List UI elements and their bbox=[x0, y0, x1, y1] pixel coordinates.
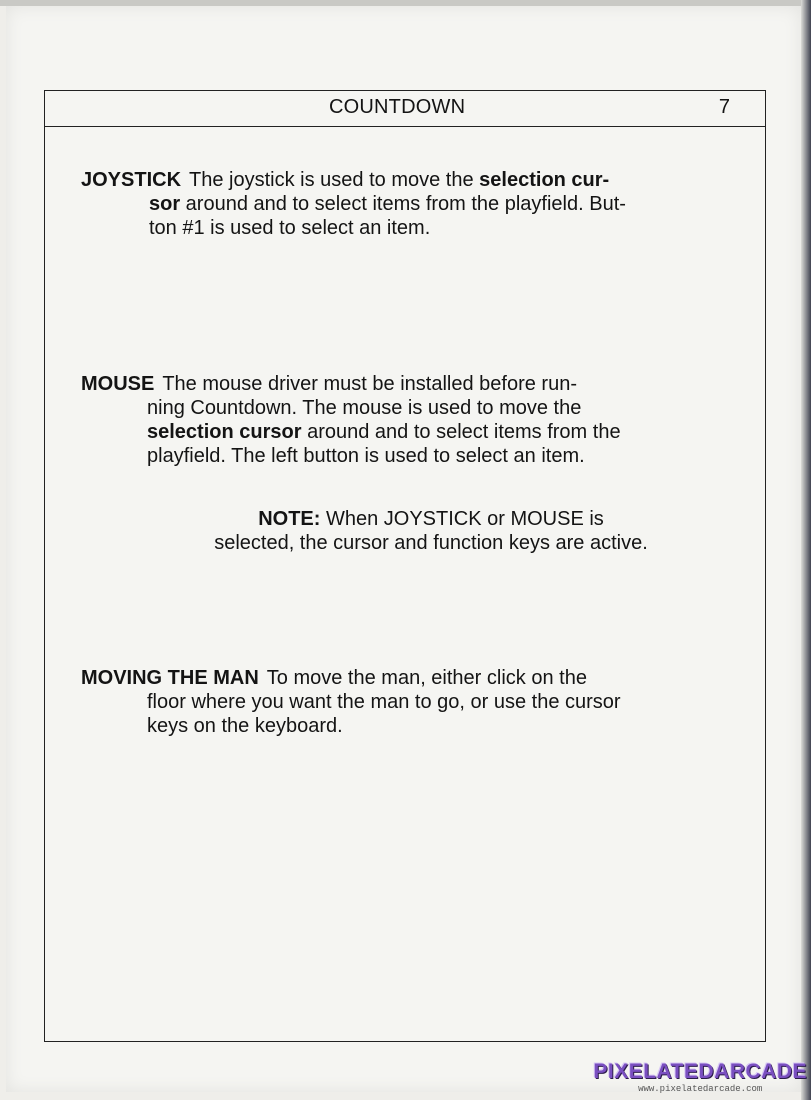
page-number: 7 bbox=[718, 96, 730, 118]
page-title: COUNTDOWN bbox=[329, 96, 466, 118]
mouse-line-3 bbox=[81, 420, 731, 444]
joystick-text-3: ton #1 is used to select an item. bbox=[149, 217, 431, 239]
joystick-text-1: The joystick is used to move the bbox=[189, 169, 480, 191]
mouse-text-3: around and to select items from the bbox=[301, 421, 621, 443]
joystick-term: JOYSTICK bbox=[81, 169, 182, 191]
moving-text-1: To move the man, either click on the bbox=[266, 667, 587, 689]
mouse-term: MOUSE bbox=[81, 373, 155, 395]
manual-page bbox=[6, 6, 801, 1092]
joystick-text-2: around and to select items from the playfield. But- bbox=[180, 193, 626, 215]
page-frame bbox=[44, 90, 766, 1042]
watermark bbox=[593, 1060, 807, 1094]
note-paragraph bbox=[151, 507, 711, 555]
moving-text-2: floor where you want the man to go, or use the cursor bbox=[147, 691, 621, 713]
mouse-paragraph bbox=[81, 372, 731, 468]
mouse-text-4: playfield. The left button is used to select an item. bbox=[147, 445, 585, 467]
mouse-text-2: ning Countdown. The mouse is used to move the bbox=[147, 397, 582, 419]
page-header bbox=[45, 91, 765, 127]
moving-the-man-paragraph bbox=[81, 666, 731, 738]
note-text-2: selected, the cursor and function keys are active. bbox=[214, 532, 648, 554]
moving-text-3: keys on the keyboard. bbox=[147, 715, 343, 737]
selection-cursor-term: selection cur- bbox=[479, 169, 610, 191]
note-text-1: When JOYSTICK or MOUSE is bbox=[320, 508, 604, 530]
selection-cursor-term-cont: sor bbox=[149, 193, 181, 215]
joystick-paragraph bbox=[81, 168, 731, 240]
mouse-text-1: The mouse driver must be installed before run- bbox=[162, 373, 577, 395]
note-label: NOTE: bbox=[258, 508, 321, 530]
watermark-url: www.pixelatedarcade.com bbox=[638, 1084, 763, 1094]
watermark-brand: PIXELATEDARCADE bbox=[593, 1060, 807, 1083]
page-right-edge bbox=[801, 0, 811, 1100]
joystick-line-2 bbox=[81, 192, 731, 216]
selection-cursor-term-2: selection cursor bbox=[147, 421, 302, 443]
moving-the-man-term: MOVING THE MAN bbox=[81, 667, 259, 689]
